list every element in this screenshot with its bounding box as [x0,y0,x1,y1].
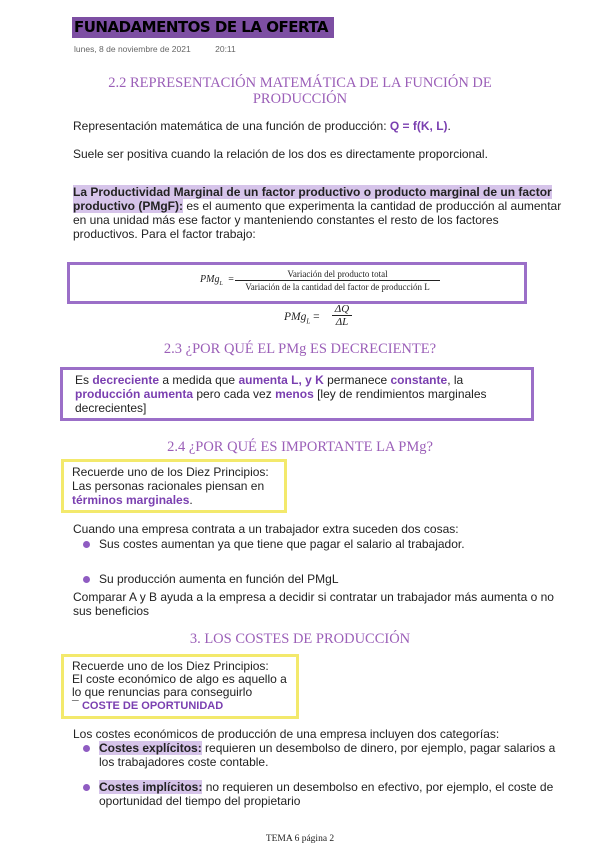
list-item [73,780,563,808]
pmg-lhs [200,274,234,287]
delta-numerator: ΔQ [334,303,350,315]
text: [ley de rendimientos marginales decrecientes] [75,387,487,415]
extra-worker-bullets [73,537,563,586]
text: . [189,493,193,507]
list-item [73,537,563,551]
delta-lhs [284,311,320,325]
text: . [447,119,451,133]
keyword-terminos-marginales: términos marginales [72,493,190,507]
principle-box-opportunity [61,654,299,719]
page-title: FUNADAMENTOS DE LA OFERTA [74,18,328,36]
section-heading-2-4: 2.4 ¿POR QUÉ ES IMPORTANTE LA PMg? [167,439,433,455]
page-footer: TEMA 6 página 2 [265,834,335,844]
text: , la [447,373,464,387]
keyword-aumenta: aumenta L, y K [238,373,324,387]
delta-denominator: ΔL [332,315,352,328]
keyword-produccion: producción aumenta [75,387,194,401]
bullet-icon [83,784,90,791]
text: a medida que [159,373,239,387]
text: pero cada vez [193,387,276,401]
list-item [73,741,563,769]
section-heading-2-2 [60,75,540,107]
pmg-definition-text: es el aumento que experimenta la cantidad de producción al aumentar en una unidad más ese factor y manteniendo constantes el resto de los factores productivos. Para el factor trabajo: [73,199,562,241]
equals-sign: = [228,274,234,285]
delta-formula [284,303,364,333]
explicit-costs-label: Costes explícitos: [99,741,202,755]
text: permanece [323,373,391,387]
bullet-text: no requieren un desembolso en efectivo, por ejemplo, el coste de oportunidad del tiempo del propietario [99,780,554,808]
keyword-decreciente: decreciente [92,373,160,387]
timestamp [74,44,236,54]
keyword-constante: constante [390,373,448,387]
compare-paragraph: Comparar A y B ayuda a la empresa a decidir si contratar un trabajador más aumenta o no sus beneficios [73,590,554,618]
box-line: Recuerde uno de los Diez Principios: [72,659,269,673]
list-item [73,572,563,586]
positive-relation-paragraph: Suele ser positiva cuando la relación de los dos es directamente proporcional. [73,147,488,161]
delta-fraction [332,303,352,328]
box-line: Las personas racionales piensan en [72,479,265,493]
bullet-text: Su producción aumenta en función del PMgL [99,572,339,586]
text: Representación matemática de una función de producción: [73,119,390,133]
fraction-numerator: Variación del producto total [287,269,388,279]
principle-box-marginal [61,459,287,513]
pmg-symbol: PMg [284,311,307,323]
production-function-paragraph [73,119,563,133]
text: Es [75,373,93,387]
costs-bullets [73,741,563,808]
section-heading-2-3: 2.3 ¿POR QUÉ EL PMg ES DECRECIENTE? [163,341,437,357]
section-heading-3: 3. LOS COSTES DE PRODUCCIÓN [189,631,411,647]
heading-line-1: 2.2 REPRESENTACIÓN MATEMÁTICA DE LA FUNCIÓN DE [108,75,492,91]
dash-symbol: ¯ [72,698,79,712]
box-line: El coste económico de algo es aquello a [72,672,287,686]
pmg-highlight: La Productividad Marginal de un factor productivo o producto marginal de un factor productivo (PMgF): [73,185,552,213]
pmg-subscript: L [306,317,311,326]
bullet-icon [83,745,90,752]
equals-sign: = [313,311,320,323]
fraction-denominator: Variación de la cantidad del factor de producción L [235,280,440,292]
box-line: Recuerde uno de los Diez Principios: [72,465,269,479]
fraction [235,269,440,292]
formula-box [67,262,527,304]
bullet-text: Sus costes aumentan ya que tiene que pagar el salario al trabajador. [99,537,465,551]
heading-line-2: PRODUCCIÓN [252,91,348,107]
formula-q: Q = f(K, L) [389,119,448,133]
decreasing-pmg-box [60,367,534,421]
bullet-icon [83,576,90,583]
extra-worker-intro: Cuando una empresa contrata a un trabajador extra suceden dos cosas: [73,522,459,536]
pmg-subscript: L [219,281,223,287]
keyword-menos: menos [275,387,314,401]
pmg-symbol: PMg [200,274,220,285]
date-text: lunes, 8 de noviembre de 2021 [74,44,191,54]
bullet-text: requieren un desembolso de dinero, por ejemplo, pagar salarios a los trabajadores coste contable. [99,741,556,769]
page-title-bar [72,17,334,38]
costs-intro: Los costes económicos de producción de una empresa incluyen dos categorías: [73,727,500,741]
box-line: lo que renuncias para conseguirlo [72,685,253,699]
keyword-coste-oportunidad: COSTE DE OPORTUNIDAD [81,700,224,712]
bullet-icon [83,541,90,548]
pmg-definition-paragraph [73,185,563,241]
implicit-costs-label: Costes implícitos: [99,780,203,794]
time-text: 20:11 [215,44,236,54]
